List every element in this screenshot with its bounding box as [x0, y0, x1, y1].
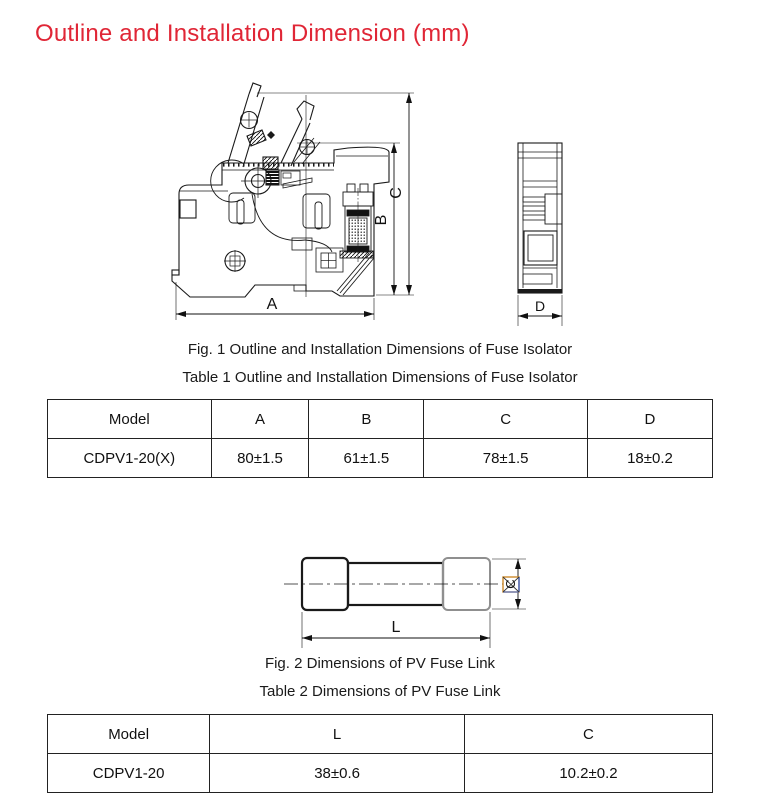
diamond-mark [267, 131, 275, 139]
fig2-drawing [284, 558, 526, 648]
placeholder-box-icon [503, 577, 519, 592]
table2-cell-c: 10.2±0.2 [464, 754, 712, 793]
fig1-side-view [518, 143, 562, 326]
dim-label-d: D [534, 298, 546, 314]
table1-header-row [48, 400, 713, 439]
fig2-dimensions [302, 559, 526, 648]
dim-label-a: A [266, 296, 278, 313]
fig1-caption: Fig. 1 Outline and Installation Dimensions of Fuse Isolator [187, 341, 573, 358]
hatched-block [263, 157, 278, 169]
dim-label-b: B [373, 214, 390, 226]
table2-cell-model: CDPV1-20 [48, 754, 210, 793]
table1-header-d: D [587, 400, 712, 439]
table1-header-c: C [424, 400, 588, 439]
interior-detail [229, 193, 343, 272]
table2-header-model: Model [48, 715, 210, 754]
table1-header-b: B [309, 400, 424, 439]
dim-label-c: C [388, 187, 405, 199]
fig1-main-view [172, 83, 389, 297]
table2-header-row [48, 715, 713, 754]
bottom-small-box [294, 285, 306, 291]
dim-label-l: L [391, 619, 401, 636]
table1-header-model: Model [48, 400, 212, 439]
handle-lever [228, 83, 314, 167]
table1-cell-model: CDPV1-20(X) [48, 439, 212, 478]
fig2-caption: Fig. 2 Dimensions of PV Fuse Link [264, 655, 496, 672]
foot-bump [172, 270, 179, 275]
table1-data-row [48, 439, 713, 478]
table1 [47, 399, 713, 478]
table1-cell-a: 80±1.5 [211, 439, 309, 478]
page-title: Outline and Installation Dimension (mm) [35, 20, 470, 47]
din-clip [337, 253, 374, 295]
table2 [47, 714, 713, 793]
body-left-notch [180, 200, 196, 218]
table1-cell-c: 78±1.5 [424, 439, 588, 478]
side-window [524, 231, 557, 265]
table2-header-c: C [464, 715, 712, 754]
table1-header-a: A [211, 400, 309, 439]
table2-header-l: L [210, 715, 465, 754]
table1-cell-d: 18±0.2 [587, 439, 712, 478]
fuse-cartridge [340, 184, 373, 262]
table1-caption: Table 1 Outline and Installation Dimensions of Fuse Isolator [182, 369, 578, 386]
table2-data-row [48, 754, 713, 793]
dim-label-c2: C [503, 579, 518, 589]
table2-cell-l: 38±0.6 [210, 754, 465, 793]
table1-cell-b: 61±1.5 [309, 439, 424, 478]
fig1-dimensions [176, 93, 414, 320]
table2-caption: Table 2 Dimensions of PV Fuse Link [259, 683, 501, 700]
